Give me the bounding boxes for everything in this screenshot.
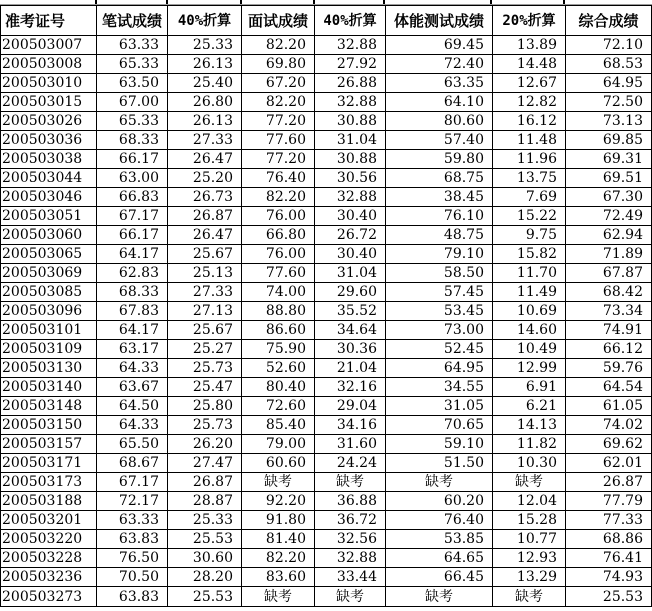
written-score-cell: 68.33 [97, 131, 168, 150]
table-row [1, 207, 652, 226]
interview-40pct-cell: 32.88 [315, 549, 386, 568]
total-score-cell: 59.76 [566, 359, 652, 378]
interview-score-cell: 82.20 [242, 188, 315, 207]
interview-score-cell: 81.40 [242, 530, 315, 549]
interview-40pct-cell: 36.72 [315, 511, 386, 530]
interview-40pct-cell: 35.52 [315, 302, 386, 321]
interview-40pct-cell: 30.40 [315, 207, 386, 226]
column-divider-mark [166, 0, 168, 4]
fitness-20pct-cell: 12.99 [493, 359, 566, 378]
written-40pct-cell: 26.80 [168, 93, 242, 112]
fitness-20pct-cell: 10.77 [493, 530, 566, 549]
table-row [1, 150, 652, 169]
fitness-score-cell: 70.65 [386, 416, 493, 435]
total-score-cell: 67.30 [566, 188, 652, 207]
exam-id-cell: 200503065 [1, 245, 97, 264]
table-row [1, 245, 652, 264]
interview-score-cell: 82.20 [242, 93, 315, 112]
exam-id-cell: 200503036 [1, 131, 97, 150]
fitness-20pct-cell: 10.69 [493, 302, 566, 321]
exam-id-cell: 200503173 [1, 473, 97, 492]
fitness-score-cell: 76.10 [386, 207, 493, 226]
fitness-score-cell: 79.10 [386, 245, 493, 264]
written-score-cell: 67.00 [97, 93, 168, 112]
fitness-score-cell: 64.95 [386, 359, 493, 378]
table-row [1, 378, 652, 397]
interview-40pct-cell: 24.24 [315, 454, 386, 473]
fitness-20pct-cell: 11.96 [493, 150, 566, 169]
exam-id-cell: 200503171 [1, 454, 97, 473]
header-written-score: 笔试成绩 [97, 6, 168, 36]
table-row [1, 359, 652, 378]
column-divider-mark [313, 0, 315, 4]
written-score-cell: 65.33 [97, 112, 168, 131]
fitness-20pct-cell: 15.22 [493, 207, 566, 226]
table-row [1, 188, 652, 207]
written-40pct-cell: 25.80 [168, 397, 242, 416]
written-score-cell: 65.33 [97, 55, 168, 74]
table-row [1, 416, 652, 435]
written-40pct-cell: 25.40 [168, 74, 242, 93]
exam-id-cell: 200503038 [1, 150, 97, 169]
total-score-cell: 69.85 [566, 131, 652, 150]
exam-id-cell: 200503109 [1, 340, 97, 359]
fitness-score-cell: 59.80 [386, 150, 493, 169]
interview-40pct-cell: 34.64 [315, 321, 386, 340]
fitness-score-cell: 80.60 [386, 112, 493, 131]
fitness-score-cell: 58.50 [386, 264, 493, 283]
fitness-20pct-cell: 12.04 [493, 492, 566, 511]
written-score-cell: 70.50 [97, 568, 168, 587]
total-score-cell: 73.13 [566, 112, 652, 131]
interview-score-cell: 76.00 [242, 245, 315, 264]
interview-score-cell: 缺考 [242, 587, 315, 607]
fitness-20pct-cell: 12.93 [493, 549, 566, 568]
exam-id-cell: 200503148 [1, 397, 97, 416]
total-score-cell: 26.87 [566, 473, 652, 492]
written-40pct-cell: 27.33 [168, 283, 242, 302]
exam-id-cell: 200503015 [1, 93, 97, 112]
written-score-cell: 62.83 [97, 264, 168, 283]
interview-40pct-cell: 32.88 [315, 36, 386, 55]
written-score-cell: 63.00 [97, 169, 168, 188]
written-score-cell: 68.67 [97, 454, 168, 473]
interview-40pct-cell: 29.04 [315, 397, 386, 416]
table-row [1, 264, 652, 283]
exam-id-cell: 200503220 [1, 530, 97, 549]
exam-id-cell: 200503007 [1, 36, 97, 55]
written-40pct-cell: 27.13 [168, 302, 242, 321]
written-40pct-cell: 25.13 [168, 264, 242, 283]
table-row [1, 511, 652, 530]
table-row [1, 74, 652, 93]
interview-score-cell: 92.20 [242, 492, 315, 511]
total-score-cell: 77.33 [566, 511, 652, 530]
interview-score-cell: 91.80 [242, 511, 315, 530]
interview-40pct-cell: 36.88 [315, 492, 386, 511]
total-score-cell: 64.95 [566, 74, 652, 93]
exam-id-cell: 200503140 [1, 378, 97, 397]
written-score-cell: 63.33 [97, 511, 168, 530]
interview-score-cell: 76.40 [242, 169, 315, 188]
written-40pct-cell: 26.87 [168, 207, 242, 226]
header-interview-40pct: 40%折算 [315, 6, 386, 36]
fitness-score-cell: 72.40 [386, 55, 493, 74]
total-score-cell: 69.62 [566, 435, 652, 454]
written-40pct-cell: 26.13 [168, 112, 242, 131]
table-body [1, 36, 652, 607]
fitness-20pct-cell: 14.48 [493, 55, 566, 74]
written-score-cell: 66.83 [97, 188, 168, 207]
written-score-cell: 66.17 [97, 226, 168, 245]
table-row [1, 549, 652, 568]
total-score-cell: 69.51 [566, 169, 652, 188]
written-40pct-cell: 25.67 [168, 245, 242, 264]
column-divider-mark [490, 0, 492, 4]
interview-score-cell: 66.80 [242, 226, 315, 245]
header-fitness-score: 体能测试成绩 [386, 6, 493, 36]
fitness-20pct-cell: 11.49 [493, 283, 566, 302]
exam-id-cell: 200503150 [1, 416, 97, 435]
fitness-score-cell: 38.45 [386, 188, 493, 207]
table-row [1, 435, 652, 454]
total-score-cell: 68.42 [566, 283, 652, 302]
interview-score-cell: 88.80 [242, 302, 315, 321]
written-score-cell: 67.17 [97, 473, 168, 492]
total-score-cell: 77.79 [566, 492, 652, 511]
interview-40pct-cell: 21.04 [315, 359, 386, 378]
fitness-20pct-cell: 12.67 [493, 74, 566, 93]
total-score-cell: 72.49 [566, 207, 652, 226]
written-40pct-cell: 26.20 [168, 435, 242, 454]
total-score-cell: 64.54 [566, 378, 652, 397]
written-score-cell: 64.33 [97, 416, 168, 435]
exam-id-cell: 200503051 [1, 207, 97, 226]
exam-id-cell: 200503060 [1, 226, 97, 245]
fitness-20pct-cell: 9.75 [493, 226, 566, 245]
fitness-20pct-cell: 11.82 [493, 435, 566, 454]
exam-id-cell: 200503273 [1, 587, 97, 607]
total-score-cell: 72.10 [566, 36, 652, 55]
written-40pct-cell: 30.60 [168, 549, 242, 568]
interview-40pct-cell: 30.36 [315, 340, 386, 359]
total-score-cell: 62.94 [566, 226, 652, 245]
interview-40pct-cell: 31.60 [315, 435, 386, 454]
total-score-cell: 73.34 [566, 302, 652, 321]
interview-score-cell: 72.60 [242, 397, 315, 416]
total-score-cell: 74.93 [566, 568, 652, 587]
interview-40pct-cell: 33.44 [315, 568, 386, 587]
table-row [1, 112, 652, 131]
written-40pct-cell: 27.33 [168, 131, 242, 150]
fitness-score-cell: 73.00 [386, 321, 493, 340]
fitness-20pct-cell: 缺考 [493, 587, 566, 607]
total-score-cell: 74.02 [566, 416, 652, 435]
written-score-cell: 63.50 [97, 74, 168, 93]
exam-id-cell: 200503101 [1, 321, 97, 340]
exam-id-cell: 200503010 [1, 74, 97, 93]
written-score-cell: 63.83 [97, 587, 168, 607]
written-score-cell: 64.33 [97, 359, 168, 378]
fitness-20pct-cell: 7.69 [493, 188, 566, 207]
written-40pct-cell: 26.47 [168, 226, 242, 245]
exam-id-cell: 200503228 [1, 549, 97, 568]
written-score-cell: 64.17 [97, 245, 168, 264]
interview-40pct-cell: 30.88 [315, 112, 386, 131]
header-row [1, 6, 652, 36]
interview-40pct-cell: 32.88 [315, 188, 386, 207]
fitness-score-cell: 66.45 [386, 568, 493, 587]
total-score-cell: 76.41 [566, 549, 652, 568]
total-score-cell: 61.05 [566, 397, 652, 416]
interview-40pct-cell: 29.60 [315, 283, 386, 302]
interview-40pct-cell: 30.40 [315, 245, 386, 264]
interview-40pct-cell: 缺考 [315, 587, 386, 607]
written-score-cell: 63.83 [97, 530, 168, 549]
interview-40pct-cell: 31.04 [315, 264, 386, 283]
interview-score-cell: 76.00 [242, 207, 315, 226]
table-row [1, 473, 652, 492]
interview-40pct-cell: 32.16 [315, 378, 386, 397]
table-row [1, 283, 652, 302]
fitness-20pct-cell: 12.82 [493, 93, 566, 112]
fitness-score-cell: 53.85 [386, 530, 493, 549]
written-score-cell: 67.83 [97, 302, 168, 321]
interview-score-cell: 77.20 [242, 150, 315, 169]
total-score-cell: 62.01 [566, 454, 652, 473]
interview-score-cell: 缺考 [242, 473, 315, 492]
total-score-cell: 67.87 [566, 264, 652, 283]
exam-id-cell: 200503026 [1, 112, 97, 131]
written-score-cell: 65.50 [97, 435, 168, 454]
table-row [1, 530, 652, 549]
table-row [1, 93, 652, 112]
fitness-20pct-cell: 6.91 [493, 378, 566, 397]
fitness-score-cell: 57.45 [386, 283, 493, 302]
fitness-20pct-cell: 10.30 [493, 454, 566, 473]
written-40pct-cell: 25.33 [168, 36, 242, 55]
fitness-score-cell: 31.05 [386, 397, 493, 416]
total-score-cell: 68.86 [566, 530, 652, 549]
interview-40pct-cell: 27.92 [315, 55, 386, 74]
written-score-cell: 63.17 [97, 340, 168, 359]
written-score-cell: 67.17 [97, 207, 168, 226]
fitness-score-cell: 34.55 [386, 378, 493, 397]
total-score-cell: 72.50 [566, 93, 652, 112]
table-row [1, 36, 652, 55]
written-40pct-cell: 28.87 [168, 492, 242, 511]
fitness-score-cell: 57.40 [386, 131, 493, 150]
total-score-cell: 25.53 [566, 587, 652, 607]
written-40pct-cell: 26.73 [168, 188, 242, 207]
interview-40pct-cell: 31.04 [315, 131, 386, 150]
written-40pct-cell: 25.53 [168, 587, 242, 607]
total-score-cell: 71.89 [566, 245, 652, 264]
table-row [1, 321, 652, 340]
fitness-score-cell: 68.75 [386, 169, 493, 188]
header-written-40pct: 40%折算 [168, 6, 242, 36]
fitness-20pct-cell: 10.49 [493, 340, 566, 359]
fitness-score-cell: 64.65 [386, 549, 493, 568]
fitness-score-cell: 51.50 [386, 454, 493, 473]
interview-score-cell: 83.60 [242, 568, 315, 587]
exam-id-cell: 200503008 [1, 55, 97, 74]
interview-score-cell: 79.00 [242, 435, 315, 454]
written-40pct-cell: 25.20 [168, 169, 242, 188]
exam-id-cell: 200503236 [1, 568, 97, 587]
table-row [1, 302, 652, 321]
fitness-20pct-cell: 13.29 [493, 568, 566, 587]
table-row [1, 55, 652, 74]
exam-id-cell: 200503044 [1, 169, 97, 188]
written-40pct-cell: 25.73 [168, 416, 242, 435]
fitness-20pct-cell: 13.75 [493, 169, 566, 188]
fitness-score-cell: 69.45 [386, 36, 493, 55]
interview-score-cell: 77.60 [242, 264, 315, 283]
written-40pct-cell: 25.53 [168, 530, 242, 549]
fitness-20pct-cell: 16.12 [493, 112, 566, 131]
interview-40pct-cell: 34.16 [315, 416, 386, 435]
fitness-score-cell: 60.20 [386, 492, 493, 511]
written-40pct-cell: 25.33 [168, 511, 242, 530]
interview-score-cell: 77.60 [242, 131, 315, 150]
table-row [1, 397, 652, 416]
column-divider-mark [383, 0, 385, 4]
interview-40pct-cell: 26.88 [315, 74, 386, 93]
written-40pct-cell: 28.20 [168, 568, 242, 587]
written-score-cell: 64.50 [97, 397, 168, 416]
written-score-cell: 66.17 [97, 150, 168, 169]
fitness-20pct-cell: 缺考 [493, 473, 566, 492]
column-divider-mark [240, 0, 242, 4]
exam-id-cell: 200503069 [1, 264, 97, 283]
exam-id-cell: 200503130 [1, 359, 97, 378]
exam-id-cell: 200503188 [1, 492, 97, 511]
header-total-score: 综合成绩 [566, 6, 652, 36]
header-interview-score: 面试成绩 [242, 6, 315, 36]
fitness-score-cell: 64.10 [386, 93, 493, 112]
fitness-20pct-cell: 6.21 [493, 397, 566, 416]
fitness-20pct-cell: 11.48 [493, 131, 566, 150]
fitness-score-cell: 63.35 [386, 74, 493, 93]
fitness-20pct-cell: 14.60 [493, 321, 566, 340]
written-40pct-cell: 25.67 [168, 321, 242, 340]
written-40pct-cell: 27.47 [168, 454, 242, 473]
interview-score-cell: 82.20 [242, 36, 315, 55]
score-table [0, 5, 652, 607]
table-row [1, 226, 652, 245]
written-40pct-cell: 26.87 [168, 473, 242, 492]
total-score-cell: 69.31 [566, 150, 652, 169]
table-row [1, 340, 652, 359]
interview-score-cell: 74.00 [242, 283, 315, 302]
written-score-cell: 64.17 [97, 321, 168, 340]
fitness-score-cell: 缺考 [386, 587, 493, 607]
fitness-score-cell: 52.45 [386, 340, 493, 359]
written-40pct-cell: 25.27 [168, 340, 242, 359]
fitness-score-cell: 76.40 [386, 511, 493, 530]
written-score-cell: 76.50 [97, 549, 168, 568]
header-fitness-20pct: 20%折算 [493, 6, 566, 36]
fitness-20pct-cell: 14.13 [493, 416, 566, 435]
fitness-score-cell: 48.75 [386, 226, 493, 245]
table-row [1, 131, 652, 150]
exam-id-cell: 200503046 [1, 188, 97, 207]
interview-40pct-cell: 30.88 [315, 150, 386, 169]
interview-score-cell: 86.60 [242, 321, 315, 340]
interview-40pct-cell: 26.72 [315, 226, 386, 245]
table-row [1, 492, 652, 511]
written-score-cell: 68.33 [97, 283, 168, 302]
interview-score-cell: 80.40 [242, 378, 315, 397]
fitness-score-cell: 53.45 [386, 302, 493, 321]
fitness-20pct-cell: 15.82 [493, 245, 566, 264]
column-divider-mark [563, 0, 565, 4]
table-row [1, 454, 652, 473]
fitness-20pct-cell: 13.89 [493, 36, 566, 55]
exam-id-cell: 200503157 [1, 435, 97, 454]
interview-score-cell: 82.20 [242, 549, 315, 568]
fitness-score-cell: 59.10 [386, 435, 493, 454]
interview-40pct-cell: 32.56 [315, 530, 386, 549]
column-divider-mark [95, 0, 97, 4]
interview-score-cell: 85.40 [242, 416, 315, 435]
total-score-cell: 66.12 [566, 340, 652, 359]
interview-score-cell: 60.60 [242, 454, 315, 473]
interview-score-cell: 52.60 [242, 359, 315, 378]
exam-id-cell: 200503096 [1, 302, 97, 321]
interview-score-cell: 75.90 [242, 340, 315, 359]
interview-40pct-cell: 30.56 [315, 169, 386, 188]
exam-id-cell: 200503201 [1, 511, 97, 530]
total-score-cell: 68.53 [566, 55, 652, 74]
table-row [1, 568, 652, 587]
written-score-cell: 63.67 [97, 378, 168, 397]
interview-score-cell: 69.80 [242, 55, 315, 74]
written-40pct-cell: 26.13 [168, 55, 242, 74]
interview-score-cell: 77.20 [242, 112, 315, 131]
fitness-score-cell: 缺考 [386, 473, 493, 492]
written-score-cell: 72.17 [97, 492, 168, 511]
fitness-20pct-cell: 11.70 [493, 264, 566, 283]
table-row [1, 587, 652, 607]
written-score-cell: 63.33 [97, 36, 168, 55]
header-exam-id: 准考证号 [1, 6, 97, 36]
interview-40pct-cell: 32.88 [315, 93, 386, 112]
interview-40pct-cell: 缺考 [315, 473, 386, 492]
written-40pct-cell: 25.73 [168, 359, 242, 378]
fitness-20pct-cell: 15.28 [493, 511, 566, 530]
written-40pct-cell: 25.47 [168, 378, 242, 397]
table-row [1, 169, 652, 188]
written-40pct-cell: 26.47 [168, 150, 242, 169]
exam-id-cell: 200503085 [1, 283, 97, 302]
interview-score-cell: 67.20 [242, 74, 315, 93]
total-score-cell: 74.91 [566, 321, 652, 340]
